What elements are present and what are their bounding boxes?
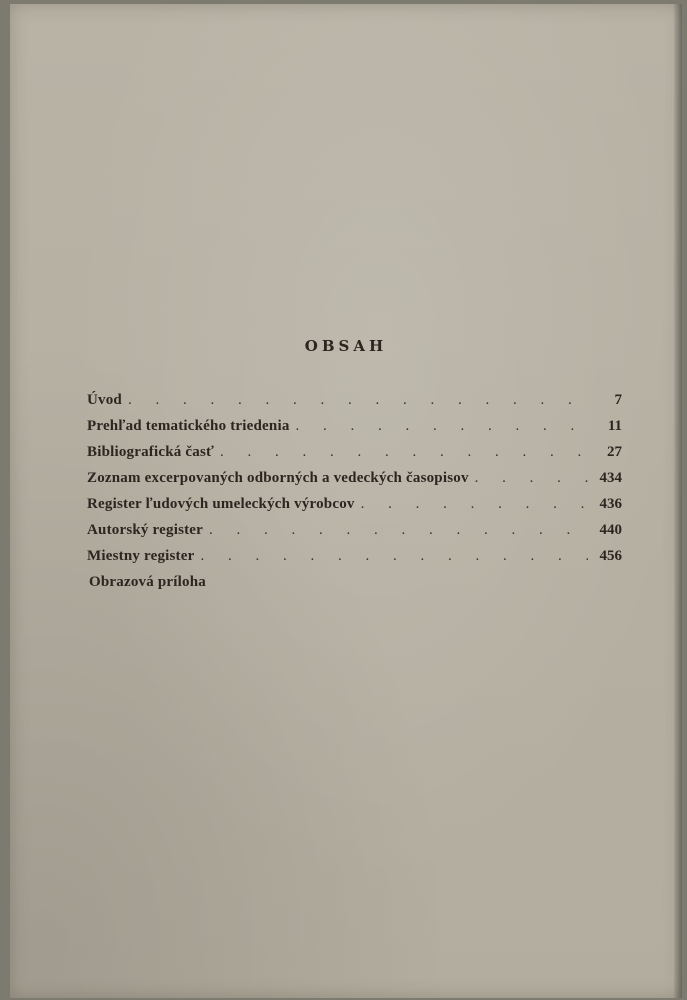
toc-leader-dots — [128, 387, 588, 413]
toc-entry-uvod — [87, 387, 622, 413]
book-page — [10, 4, 682, 998]
toc-entry-page: 7 — [614, 392, 622, 408]
toc-entry-label: Bibliografická časť — [87, 444, 215, 460]
page-edge-shadow — [674, 4, 682, 998]
toc-entry-prehlad — [87, 413, 622, 439]
toc-entry-page: 27 — [607, 444, 622, 460]
toc-entry-label: Obrazová príloha — [89, 574, 206, 590]
toc-entry-label: Zoznam excerpovaných odborných a vedeckých časopisov — [87, 470, 469, 486]
toc-entry-bibliograficka — [87, 439, 622, 465]
page-title: OBSAH — [304, 337, 388, 355]
toc-entry-label: Prehľad tematického triedenia — [87, 418, 290, 434]
toc-entry-register-vyrobcov — [87, 491, 622, 517]
toc-entry-page: 456 — [599, 548, 622, 564]
toc-entry-page: 434 — [599, 470, 622, 486]
toc-leader-dots — [361, 491, 588, 517]
toc-entry-label: Úvod — [87, 392, 122, 408]
toc-leader-dots — [209, 517, 588, 543]
toc-leader-dots — [296, 413, 588, 439]
toc-leader-dots — [475, 465, 588, 491]
toc-entry-page: 440 — [599, 522, 622, 538]
toc-entry-page: 436 — [599, 496, 622, 512]
toc-leader-dots — [200, 543, 588, 569]
toc-entry-page: 11 — [607, 418, 622, 434]
toc-entry-label: Autorský register — [87, 522, 204, 538]
toc-entry-autorsky — [87, 517, 622, 543]
toc-entry-label: Register ľudových umeleckých výrobcov — [87, 496, 355, 512]
toc-entry-miestny — [87, 543, 622, 569]
toc-leader-dots — [220, 439, 588, 465]
table-of-contents — [87, 387, 622, 595]
toc-entry-obrazova — [87, 569, 622, 595]
toc-entry-zoznam — [87, 465, 622, 491]
toc-entry-label: Miestny register — [87, 548, 195, 564]
